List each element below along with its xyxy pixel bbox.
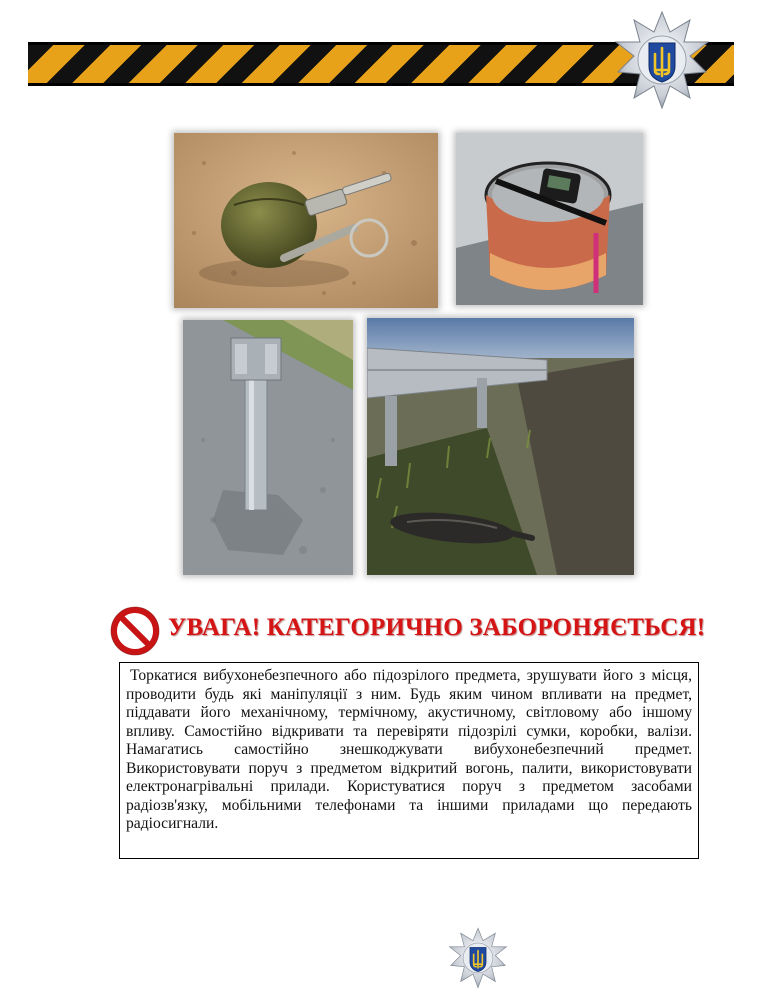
police-emblem-icon	[612, 10, 712, 110]
warning-title: УВАГА! КАТЕГОРИЧНО ЗАБОРОНЯЄТЬСЯ!	[168, 614, 706, 641]
improvised-device-bucket-photo	[456, 133, 643, 305]
grenade-photo	[174, 133, 438, 308]
rocket-tail-in-asphalt-photo	[183, 320, 353, 575]
prohibitions-text: Торкатися вибухонебезпечного або підозрілого предмета, зрушувати його з місця, проводити будь які маніпуляції з ним. Будь яким чином впливати на предмет, піддавати його механічному, термічному, акустичному, світловому або іншому впливу. Самостійно відкривати та перевіряти підозрілі сумки, коробки, валізи. Намагатись самостійно знешкоджувати вибухонебезпечний предмет. Використовувати поруч з предметом відкритий вогонь, палити, використовувати електронагрівальні прилади. Користуватися поруч з предметом засобами радіозв'язку, мобільними телефонами та іншими приладами що передають радіосигнали.	[126, 667, 692, 832]
police-emblem-icon	[447, 927, 509, 989]
shell-near-guardrail-photo	[367, 318, 634, 575]
prohibitions-text-box	[119, 662, 699, 859]
prohibited-icon	[110, 606, 160, 656]
